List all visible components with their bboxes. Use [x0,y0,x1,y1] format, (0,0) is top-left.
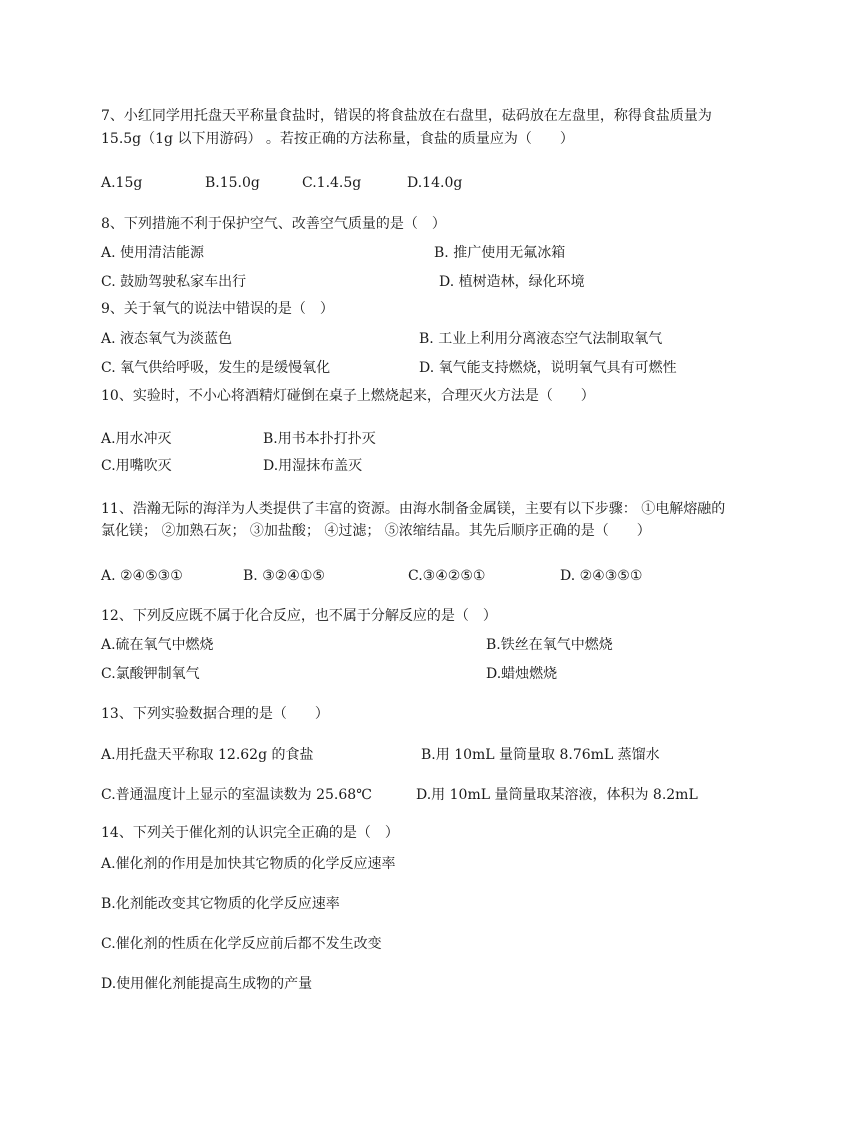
q10-option-b: B.用书本扑打扑灭 [263,431,376,447]
q13-option-c: C.普通温度计上显示的室温读数为 25.68℃ [101,787,372,803]
q14-option-b: B.化剂能改变其它物质的化学反应速率 [101,896,340,912]
q12-stem: 12、下列反应既不属于化合反应，也不属于分解反应的是（ ） [101,608,497,624]
q14-option-d: D.使用催化剂能提高生成物的产量 [101,976,313,992]
q11-stem-line2: 氯化镁； ②加熟石灰； ③加盐酸； ④过滤； ⑤浓缩结晶。其先后顺序正确的是（ ） [101,523,651,539]
q8-option-c: C. 鼓励驾驶私家车出行 [101,274,247,290]
q10-stem: 10、实验时，不小心将酒精灯碰倒在桌子上燃烧起来，合理灭火方法是（ ） [101,388,595,404]
q8-option-a: A. 使用清洁能源 [101,245,205,261]
q13-stem: 13、下列实验数据合理的是（ ） [101,706,329,722]
q7-option-c: C.1.4.5g [302,175,362,191]
q14-option-c: C.催化剂的性质在化学反应前后都不发生改变 [101,936,382,952]
q8-option-b: B. 推广使用无氟冰箱 [434,245,566,261]
q13-option-a: A.用托盘天平称取 12.62g 的食盐 [101,747,314,763]
q9-stem: 9、关于氧气的说法中错误的是（ ） [101,301,334,317]
q7-option-a: A.15g [101,175,143,191]
q14-stem: 14、下列关于催化剂的认识完全正确的是（ ） [101,825,399,841]
q10-option-c: C.用嘴吹灭 [101,458,172,474]
q11-option-c: C.③④②⑤① [408,568,486,584]
q10-option-a: A.用水冲灭 [101,431,172,447]
q10-option-d: D.用湿抹布盖灭 [263,458,363,474]
q12-option-d: D.蜡烛燃烧 [486,666,558,682]
q9-option-d: D. 氧气能支持燃烧，说明氧气具有可燃性 [419,360,677,376]
q13-option-d: D.用 10mL 量筒量取某溶液，体积为 8.2mL [416,787,698,803]
q11-stem-line1: 11、浩瀚无际的海洋为人类提供了丰富的资源。由海水制备金属镁，主要有以下步骤： ①电解熔融的 [101,501,726,517]
q9-option-c: C. 氧气供给呼吸，发生的是缓慢氧化 [101,360,331,376]
q12-option-c: C.氯酸钾制氧气 [101,666,200,682]
q11-option-b: B. ③②④①⑤ [243,568,325,584]
q7-option-d: D.14.0g [407,175,463,191]
q9-option-b: B. 工业上利用分离液态空气法制取氧气 [419,331,663,347]
q8-option-d: D. 植树造林，绿化环境 [439,274,585,290]
q7-stem-line2: 15.5g（1g 以下用游码） 。若按正确的方法称量，食盐的质量应为（ ） [101,131,574,147]
q7-option-b: B.15.0g [205,175,260,191]
q12-option-a: A.硫在氧气中燃烧 [101,637,214,653]
q11-option-d: D. ②④③⑤① [560,568,643,584]
q8-stem: 8、下列措施不利于保护空气、改善空气质量的是（ ） [101,216,446,232]
q14-option-a: A.催化剂的作用是加快其它物质的化学反应速率 [101,856,396,872]
q12-option-b: B.铁丝在氧气中燃烧 [486,637,613,653]
q13-option-b: B.用 10mL 量筒量取 8.76mL 蒸馏水 [421,747,660,763]
q9-option-a: A. 液态氧气为淡蓝色 [101,331,233,347]
q7-stem-line1: 7、小红同学用托盘天平称量食盐时，错误的将食盐放在右盘里，砝码放在左盘里，称得食盐质量为 [101,108,712,124]
q11-option-a: A. ②④⑤③① [101,568,183,584]
